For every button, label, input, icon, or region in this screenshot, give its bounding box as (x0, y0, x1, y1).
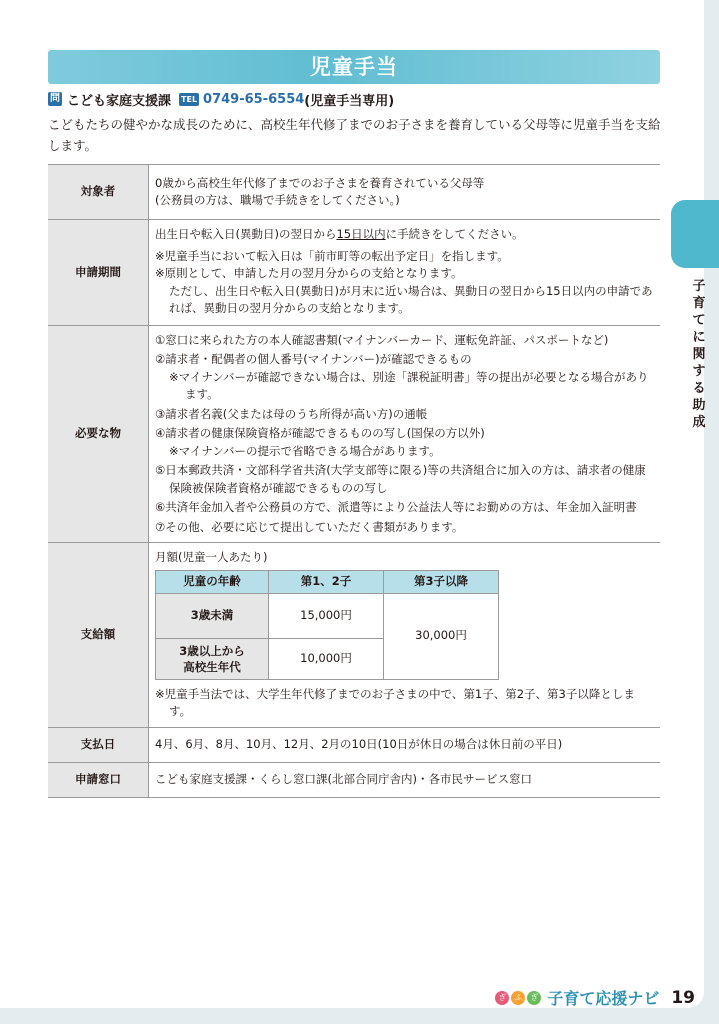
tel-icon: TEL (181, 94, 198, 104)
row-payday (48, 727, 660, 762)
period-text-post: に手続きをしてください。 (385, 227, 524, 241)
label-period: 申請期間 (48, 220, 149, 326)
amount-age-over3 (156, 638, 269, 679)
amount-row-under3 (156, 593, 499, 638)
contact-department: こども家庭支援課 (67, 93, 172, 109)
required-item-4: ④請求者の健康保険資格が確認できるものの写し(国保の方以外) (155, 426, 485, 440)
required-item-6: ⑥共済年金加入者や公務員の方で、派遣等により公益法人等にお勤めの方は、年金加入証明書 (155, 500, 637, 514)
label-payday: 支払日 (48, 727, 149, 762)
amount-header-row (156, 570, 499, 593)
amount-age-over3-line2: 高校生年代 (183, 659, 241, 674)
label-required: 必要な物 (48, 325, 149, 543)
row-target (48, 165, 660, 220)
required-item-3: ③請求者名義(父または母のうち所得が高い方)の通帳 (155, 406, 428, 421)
row-period (48, 220, 660, 326)
required-item-2: ②請求者・配偶者の個人番号(マイナンバー)が確認できるもの (155, 352, 472, 366)
intro-text: こどもたちの健やかな成長のために、高校生年代修了までのお子さまを養育している父母等に児童手当を支給します。 (48, 117, 661, 153)
page-title: 児童手当 (310, 55, 398, 79)
label-window: 申請窓口 (48, 762, 149, 797)
amount-age-over3-line1: 3歳以上から (179, 643, 245, 658)
label-amount: 支給額 (48, 543, 149, 728)
period-text-underlined: 15日以内 (336, 227, 386, 241)
value-target (149, 165, 661, 220)
row-required (48, 325, 660, 543)
target-line-1: 0歳から高校生年代修了までのお子さまを養育されている父母等 (155, 175, 485, 190)
value-required (149, 325, 661, 543)
required-item-4-note: ※マイナンバーの提示で省略できる場合があります。 (169, 443, 441, 458)
amount-value-under3: 15,000円 (269, 593, 384, 638)
period-text-pre: 出生日や転入日(異動日)の翌日から (155, 227, 337, 241)
amount-age-under3: 3歳未満 (156, 593, 269, 638)
target-line-2: (公務員の方は、職場で手続きをしてください。) (155, 193, 400, 207)
value-payday: 4月、6月、8月、10月、12月、2月の10日(10日が休日の場合は休日前の平日) (149, 727, 661, 762)
side-section-label: 子育てに関する助成 (692, 279, 706, 430)
info-table (48, 164, 660, 798)
label-target: 対象者 (48, 165, 149, 220)
amount-value-third: 30,000円 (384, 593, 499, 679)
value-window: こども家庭支援課・くらし窓口課(北部合同庁舎内)・各市民サービス窓口 (149, 762, 661, 797)
brand-dot-1: ぎ (495, 991, 509, 1005)
value-period (149, 220, 661, 326)
brand-dot-3: ぎ (527, 991, 541, 1005)
value-amount (149, 543, 661, 728)
contact-phone[interactable]: 0749-65-6554 (203, 91, 305, 107)
amount-header-third: 第3子以降 (384, 570, 499, 593)
period-note-3: ただし、出生日や転入日(異動日)が月末に近い場合は、異動日の翌日から15日以内の申請であれば、異動日の翌月分からの支給となります。 (169, 283, 653, 315)
period-note-1: ※児童手当において転入日は「前市町等の転出予定日」を指します。 (155, 248, 509, 263)
contact-line (48, 90, 394, 108)
brand-logo-text: 子育て応援ナビ (547, 989, 660, 1008)
footer (495, 986, 695, 1009)
required-item-2-note: ※マイナンバーが確認できない場合は、別途「課税証明書」等の提出が必要となる場合があります。 (169, 369, 649, 401)
title-bar (48, 50, 660, 84)
inquiry-badge: 問 (50, 93, 60, 104)
brand-dot-2: ふ (511, 991, 525, 1005)
page-number: 19 (671, 987, 695, 1008)
amount-caption: 月額(児童一人あたり) (155, 550, 268, 564)
amount-header-first-second: 第1、2子 (269, 570, 384, 593)
required-item-5: ⑤日本郵政共済・文部科学省共済(大学支部等に限る)等の共済組合に加入の方は、請求者の健康保険被保険者資格が確認できるものの写し (155, 463, 646, 495)
period-note-2: ※原則として、申請した月の翌月分からの支給となります。 (155, 266, 463, 280)
contact-phone-note: (児童手当専用) (304, 93, 395, 109)
required-item-1: ①窓口に来られた方の本人確認書類(マイナンバーカード、運転免許証、パスポートなど) (155, 332, 609, 347)
row-window (48, 762, 660, 797)
amount-header-age: 児童の年齢 (156, 570, 269, 593)
row-amount (48, 543, 660, 728)
side-tab (671, 200, 719, 268)
amount-table (155, 570, 499, 680)
amount-note: ※児童手当法では、大学生年代修了までのお子さまの中で、第1子、第2子、第3子以降とします。 (155, 686, 635, 718)
required-item-7: ⑦その他、必要に応じて提出していただく書類があります。 (155, 519, 464, 534)
period-line-1 (155, 226, 656, 244)
amount-value-over3: 10,000円 (269, 638, 384, 679)
